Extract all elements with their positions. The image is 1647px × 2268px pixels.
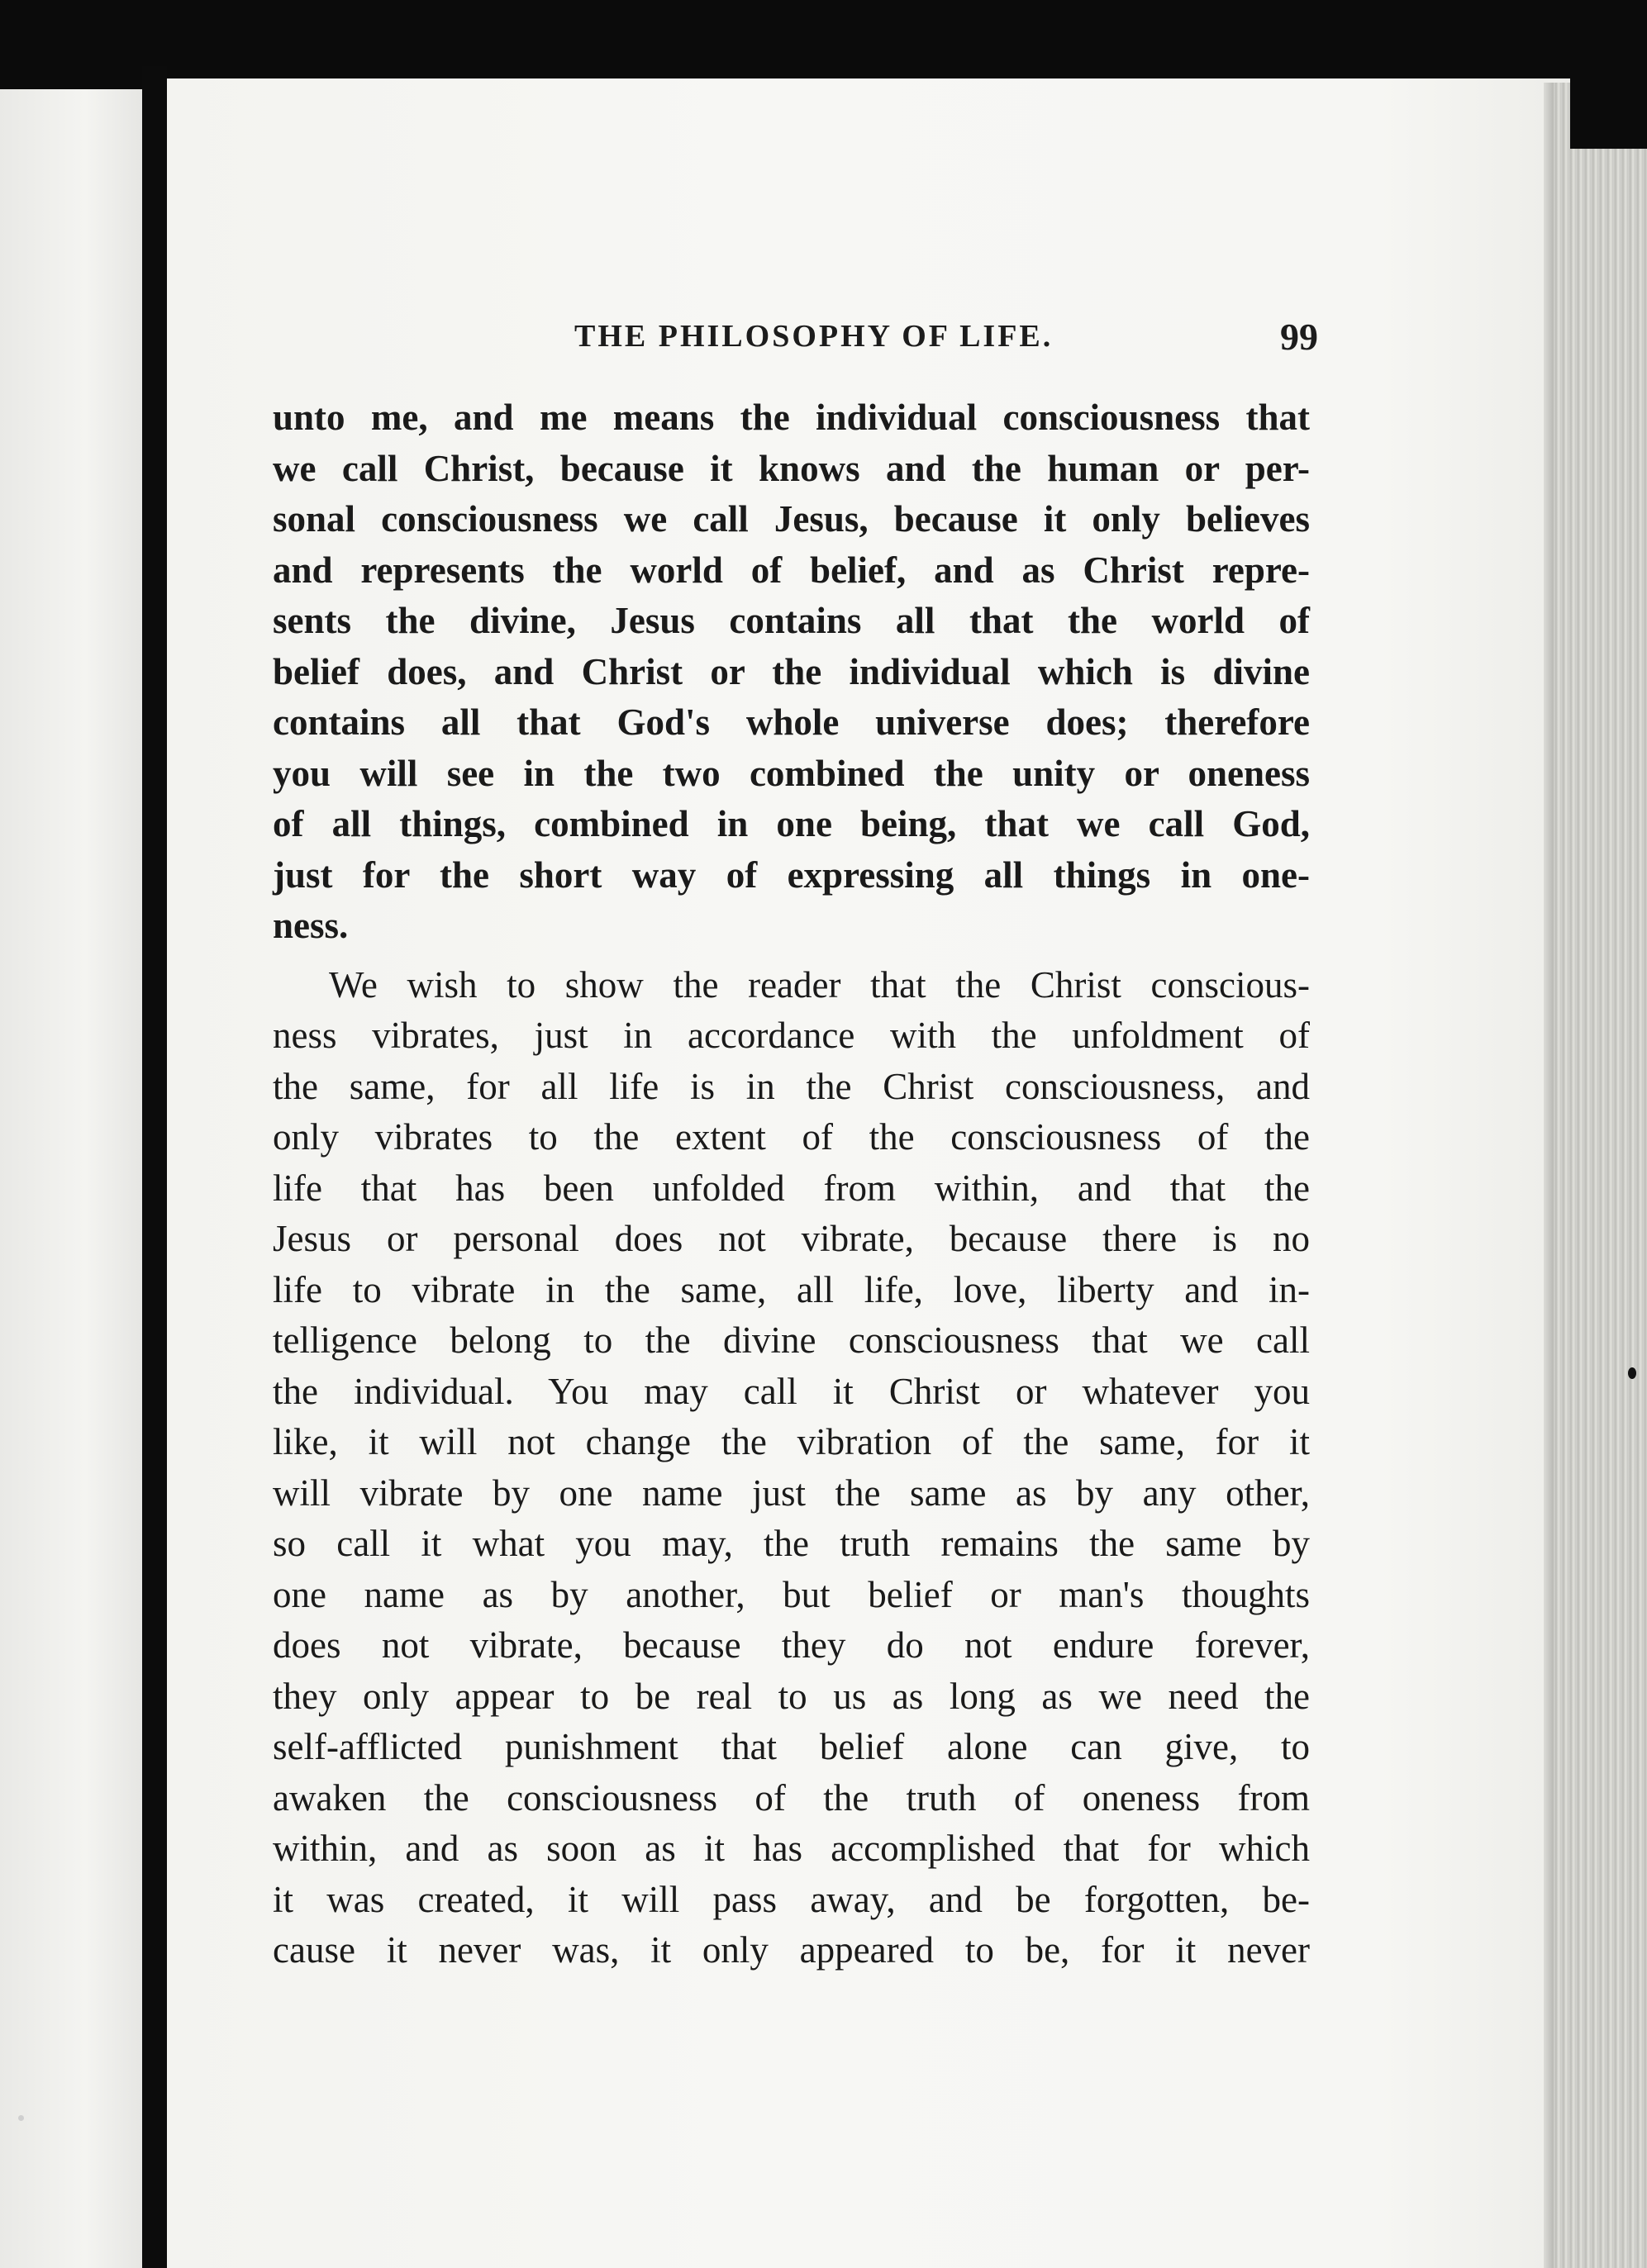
text-line: of all things, combined in one being, that we call God, [273,803,1310,844]
paragraph-2 [273,960,1310,1976]
body-text [273,392,1310,1976]
text-line: will vibrate by one name just the same as by any other, [273,1472,1310,1514]
page-stack-edge [1554,83,1647,2268]
text-line: life that has been unfolded from within, and that the [273,1167,1310,1209]
text-line: unto me, and me means the individual consciousness that [273,397,1310,438]
text-line: belief does, and Christ or the individual which is divine [273,650,1310,692]
text-line: life to vibrate in the same, all life, love, liberty and in- [273,1268,1310,1310]
page-number: 99 [1280,316,1318,358]
book-spine [142,66,167,2268]
text-line: sents the divine, Jesus contains all that the world of [273,600,1310,641]
running-header [293,318,1359,368]
text-line: awaken the consciousness of the truth of oneness from [273,1776,1310,1819]
text-line: sonal consciousness we call Jesus, because it only believes [273,498,1310,540]
scan-corner [1570,78,1647,149]
text-line: telligence belong to the divine consciousness that we call [273,1319,1310,1361]
text-line: it was created, it will pass away, and be forgotten, be- [273,1878,1310,1920]
text-line: only vibrates to the extent of the consciousness of the [273,1116,1310,1158]
previous-page-edge [0,89,142,2268]
text-line: ness. [273,905,349,946]
running-header-title: THE PHILOSOPHY OF LIFE. [574,319,1054,354]
text-line: does not vibrate, because they do not endure forever, [273,1624,1310,1666]
text-line: so call it what you may, the truth remains the same by [273,1523,1310,1564]
text-line: self-afflicted punishment that belief alone can give, to [273,1726,1310,1767]
text-line: you will see in the two combined the unity or oneness [273,752,1310,794]
text-line: the individual. You may call it Christ or whatever you [273,1370,1310,1412]
paragraph-1 [273,392,1310,952]
text-line: within, and as soon as it has accomplished that for which [273,1828,1310,1869]
text-line: just for the short way of expressing all things in one- [273,853,1310,896]
text-line: cause it never was, it only appeared to be, for it never [273,1929,1310,1971]
text-line: and represents the world of belief, and as Christ repre- [273,549,1310,591]
text-line: we call Christ, because it knows and the human or per- [273,447,1310,489]
text-line: the same, for all life is in the Christ consciousness, and [273,1065,1310,1107]
text-line: ness vibrates, just in accordance with the unfoldment of [273,1015,1310,1056]
scan-speck [1628,1367,1636,1379]
text-line: Jesus or personal does not vibrate, because there is no [273,1218,1310,1259]
text-line: We wish to show the reader that the Christ conscious- [329,963,1310,1006]
text-line: contains all that God's whole universe does; therefore [273,701,1310,743]
text-line: like, it will not change the vibration of the same, for it [273,1421,1310,1462]
text-line: one name as by another, but belief or man's thoughts [273,1573,1310,1615]
text-line: they only appear to be real to us as long as we need the [273,1675,1310,1717]
scan-speck [18,2115,24,2121]
